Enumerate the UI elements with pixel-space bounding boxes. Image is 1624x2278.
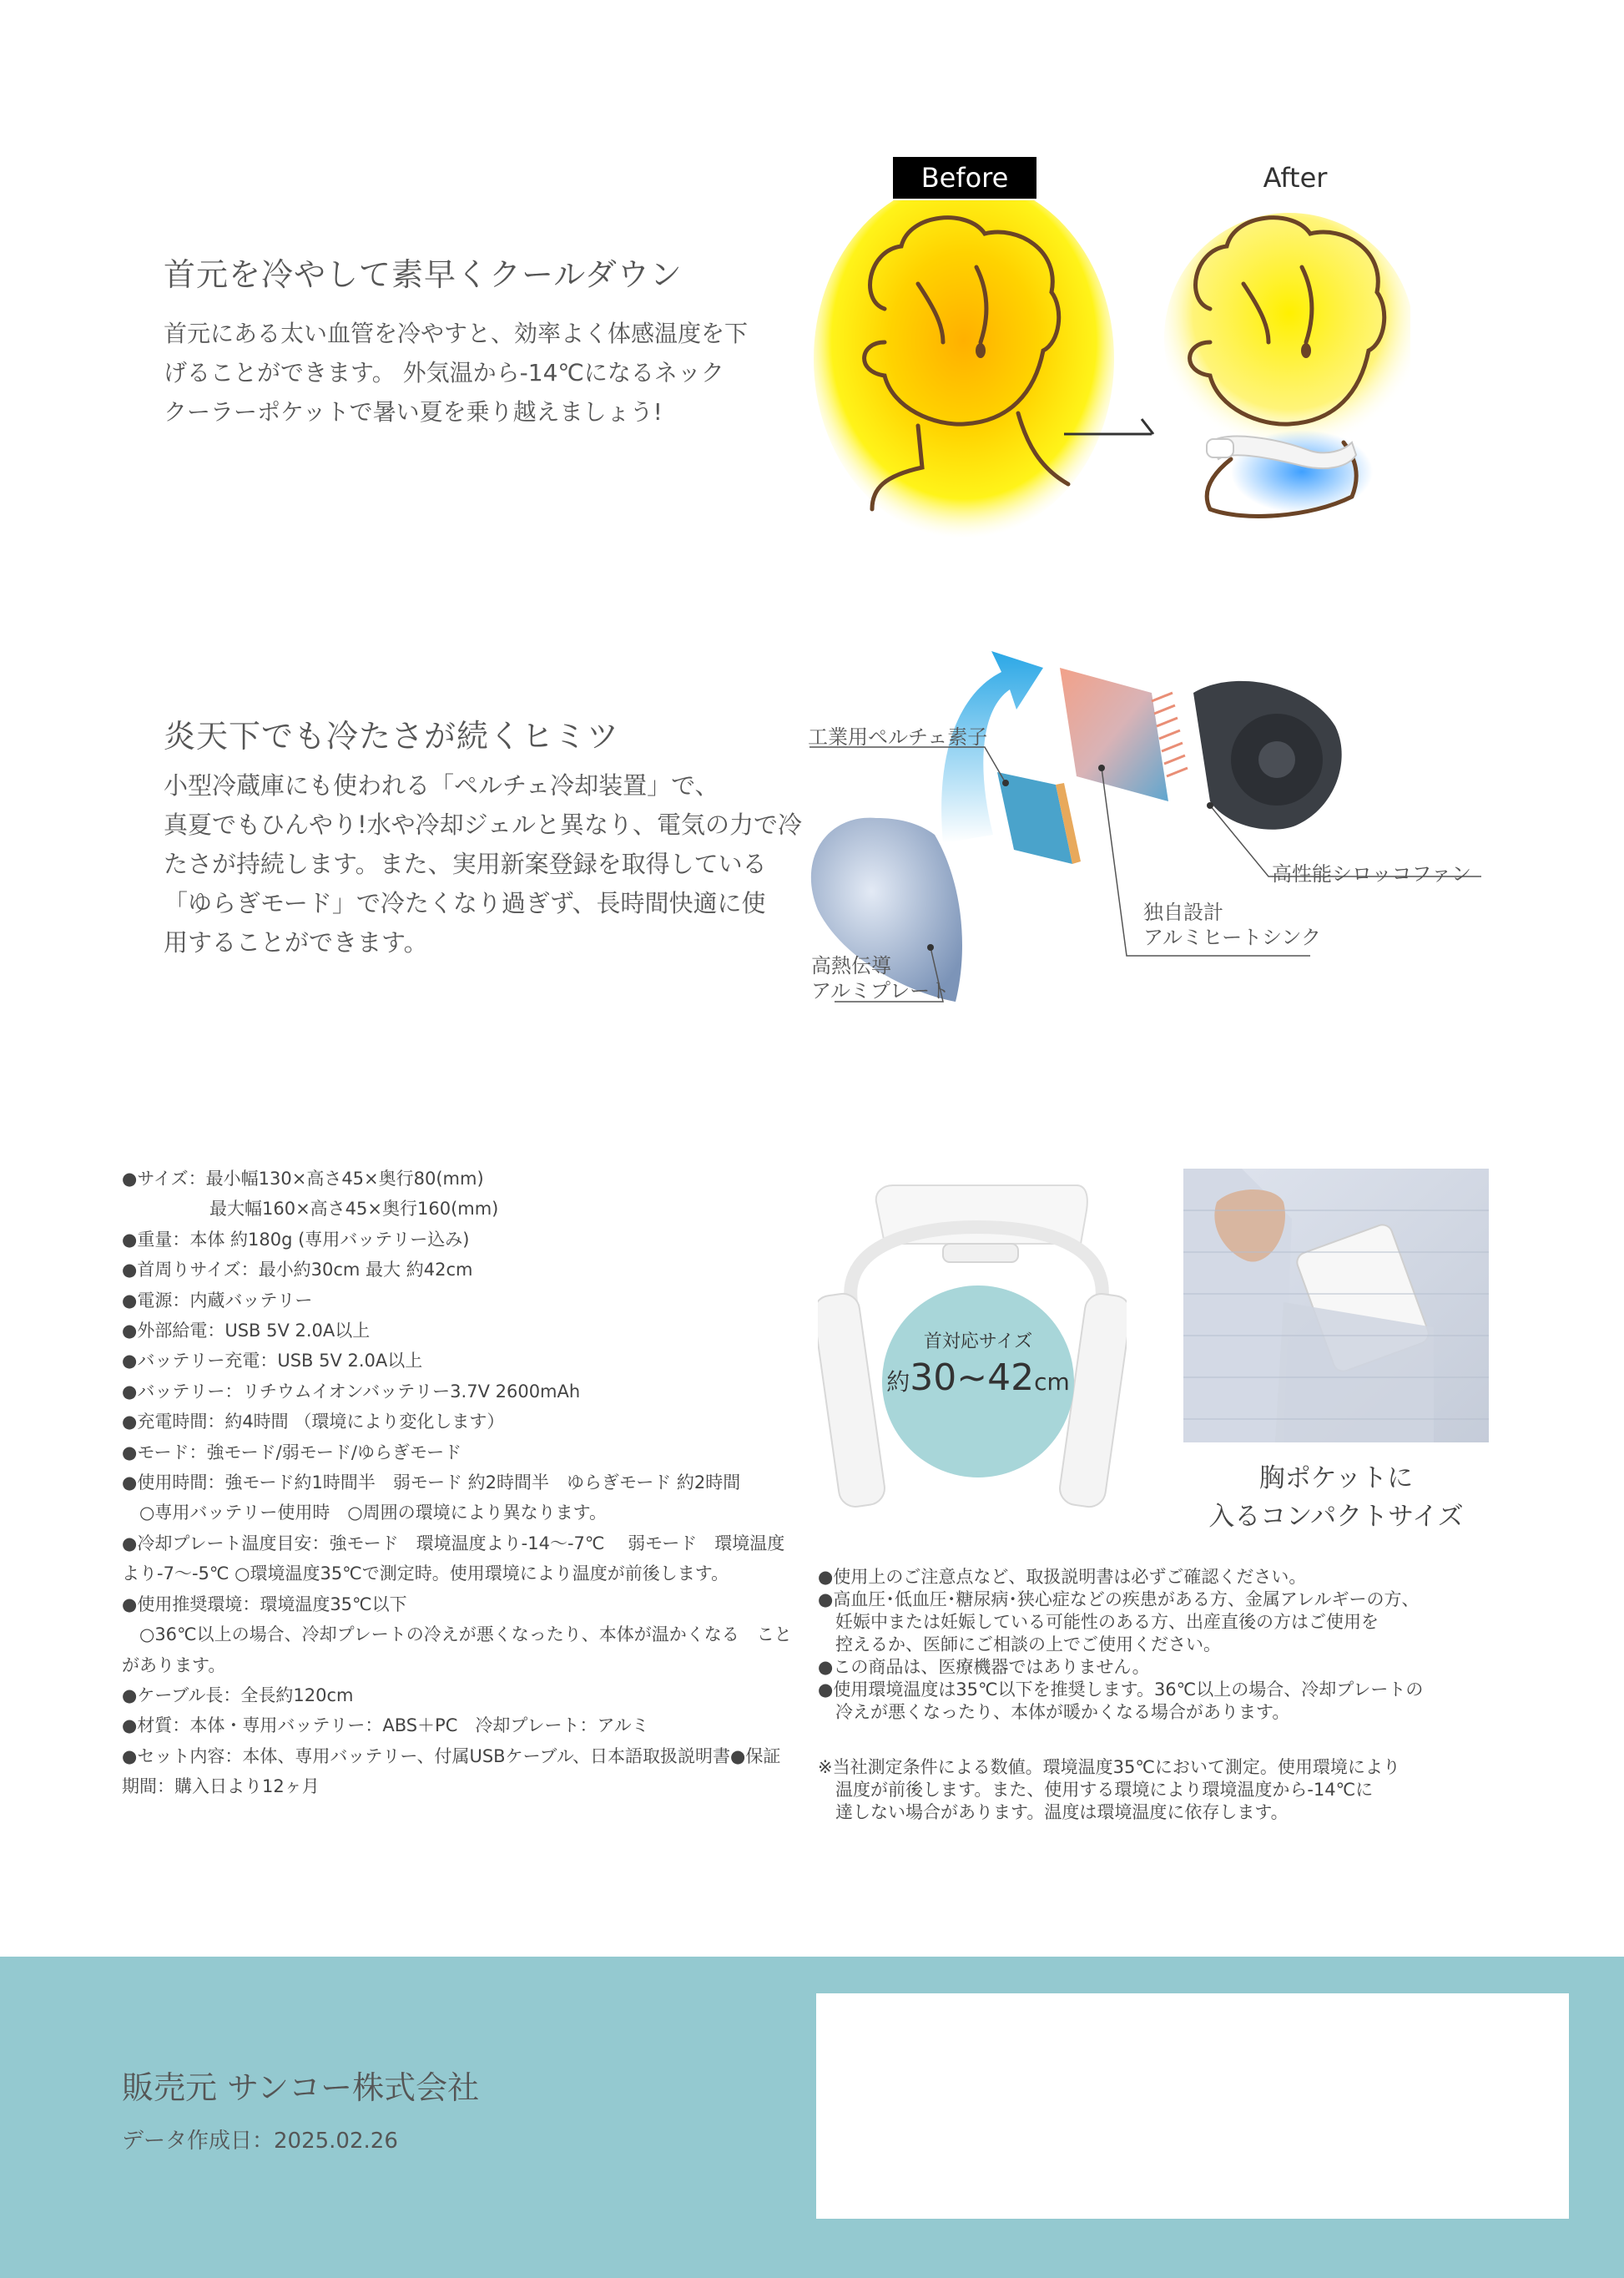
heatsink-dot (1098, 765, 1105, 771)
company-name: 販売元 サンコー株式会社 (122, 2069, 480, 2106)
section2-title: 炎天下でも冷たさが続くヒミツ (164, 718, 620, 755)
spec-item: 最大幅160×高さ45×奥行160(mm) (122, 1199, 499, 1220)
section2-body-line: たさが持続します。また、実用新案登録を取得している (164, 850, 767, 878)
label-heatsink-line: アルミヒートシンク (1143, 926, 1321, 949)
footer-white-box (816, 1993, 1569, 2219)
section2-body-line: 真夏でもひんやり!水や冷却ジェルと異なり、電気の力で冷 (164, 811, 803, 839)
peltier-element-shape (997, 772, 1081, 864)
label-peltier: 工業用ペルチェ素子 (808, 725, 988, 749)
note-line: ●高血圧･低血圧･糖尿病･狭心症などの疾患がある方、金属アレルギーの方、 (818, 1589, 1420, 1609)
before-after-illustration (809, 200, 1410, 551)
measurement-note-line: ※当社測定条件による数値。環境温度35℃において測定。使用環境により (818, 1757, 1400, 1777)
section1-title: 首元を冷やして素早くクールダウン (164, 256, 683, 293)
data-creation-date: データ作成日：2025.02.26 (122, 2129, 398, 2154)
neck-size-caption: 首対応サイズ (923, 1331, 1033, 1352)
spec-item: ○専用バッテリー使用時 ○周囲の環境により異なります。 (122, 1503, 607, 1523)
spec-item: があります。 (122, 1654, 226, 1675)
spec-item: ●モード：強モード/弱モード/ゆらぎモード (122, 1442, 462, 1462)
before-label: Before (893, 157, 1036, 199)
after-eye (1301, 343, 1311, 358)
section2-body-line: 用することができます。 (164, 928, 428, 957)
spec-item: ●冷却プレート温度目安：強モード 環境温度より-14～-7℃ 弱モード 環境温度 (122, 1533, 785, 1553)
spec-item: ●重量：本体 約180g (専用バッテリー込み) (122, 1229, 470, 1250)
section1-body-line: クーラーポケットで暑い夏を乗り越えましょう! (164, 398, 663, 426)
spec-item: ●サイズ：最小幅130×高さ45×奥行80(mm) (122, 1169, 484, 1189)
spec-item: ●バッテリー充電：USB 5V 2.0A以上 (122, 1351, 423, 1371)
label-plate (811, 953, 950, 1003)
label-plate-line: アルミプレート (811, 979, 951, 1003)
before-eye (976, 343, 986, 358)
fan-dot (1207, 802, 1213, 809)
spec-list (122, 1164, 792, 1802)
section1-body-line: げることができます。 外気温から-14℃になるネック (164, 359, 724, 386)
peltier-dot (1002, 780, 1009, 786)
after-label: After (1263, 162, 1328, 194)
measurement-note-line: 温度が前後します。また、使用する環境により環境温度から-14℃に (818, 1780, 1374, 1800)
neck-size-value (882, 1356, 1074, 1399)
section2-body-line: 小型冷蔵庫にも使われる「ペルチェ冷却装置」で、 (164, 771, 719, 800)
spec-item: ●セット内容：本体、専用バッテリー、付属USBケーブル、日本語取扱説明書●保証 (122, 1745, 781, 1766)
section2-body-line: 「ゆらぎモード」で冷たくなり過ぎず、長時間快適に使 (164, 889, 766, 917)
spec-item: 期間：購入日より12ヶ月 (122, 1776, 320, 1797)
before-heat-glow (814, 200, 1114, 538)
note-line: ●この商品は、医療機器ではありません。 (818, 1657, 1150, 1677)
caution-notes (818, 1566, 1552, 1724)
label-heatsink-line: 独自設計 (1143, 901, 1223, 924)
note-line: 妊娠中または妊娠している可能性のある方、出産直後の方はご使用を (818, 1612, 1379, 1632)
sirocco-fan-shape (1193, 681, 1342, 830)
spec-item: ●材質：本体・専用バッテリー：ABS＋PC 冷却プレート：アルミ (122, 1715, 649, 1736)
note-line: ●使用上のご注意点など、取扱説明書は必ずご確認ください。 (818, 1567, 1307, 1587)
neck-size-unit: cm (1034, 1368, 1070, 1396)
spec-item: ○36℃以上の場合、冷却プレートの冷えが悪くなったり、本体が温かくなる こと (122, 1624, 792, 1645)
pocket-caption-line: 胸ポケットに (1258, 1463, 1414, 1493)
pocket-caption (1183, 1459, 1489, 1536)
spec-item: ●電源：内蔵バッテリー (122, 1290, 313, 1311)
section2-body (164, 766, 815, 962)
spec-item: ●ケーブル長：全長約120cm (122, 1685, 354, 1705)
label-fan: 高性能シロッコファン (1272, 862, 1472, 886)
pocket-photo (1183, 1169, 1489, 1442)
section1-body (164, 314, 806, 432)
measurement-note (818, 1756, 1552, 1824)
note-line: ●使用環境温度は35℃以下を推奨します。36℃以上の場合、冷却プレートの (818, 1679, 1424, 1700)
note-line: 控えるか、医師にご相談の上でご使用ください。 (818, 1634, 1221, 1654)
spec-item: ●バッテリー：リチウムイオンバッテリー3.7V 2600mAh (122, 1381, 581, 1402)
spec-item: ●使用時間：強モード約1時間半 弱モード 約2時間半 ゆらぎモード 約2時間 (122, 1472, 741, 1493)
neck-size-prefix: 約 (886, 1368, 910, 1396)
measurement-note-line: 達しない場合があります。温度は環境温度に依存します。 (818, 1802, 1289, 1822)
spec-item: ●首周りサイズ：最小約30cm 最大 約42cm (122, 1260, 473, 1280)
pocket-caption-line: 入るコンパクトサイズ (1208, 1502, 1464, 1532)
neck-size-number: 30~42 (910, 1356, 1035, 1399)
note-line: 冷えが悪くなったり、本体が暖かくなる場合があります。 (818, 1702, 1290, 1722)
plate-dot (927, 944, 934, 951)
label-plate-line: 高熱伝導 (811, 954, 891, 977)
spec-item: ●使用推奨環境：環境温度35℃以下 (122, 1594, 407, 1614)
spec-item: ●外部給電：USB 5V 2.0A以上 (122, 1321, 371, 1341)
label-heatsink (1143, 900, 1321, 950)
section1-body-line: 首元にある太い血管を冷やすと、効率よく体感温度を下 (164, 320, 749, 347)
spec-item: より-7～-5℃ ○環境温度35℃で測定時。使用環境により温度が前後します。 (122, 1563, 729, 1584)
spec-item: ●充電時間：約4時間 （環境により変化します） (122, 1412, 505, 1432)
heatsink-shape (1060, 668, 1188, 801)
